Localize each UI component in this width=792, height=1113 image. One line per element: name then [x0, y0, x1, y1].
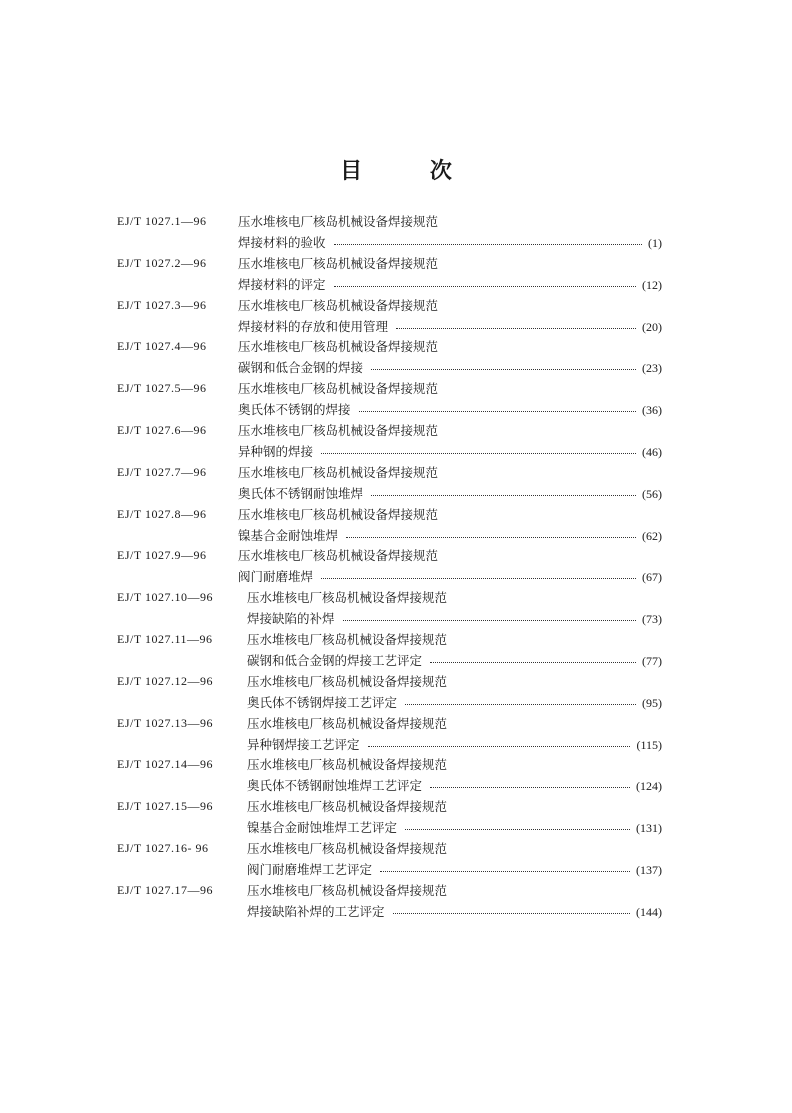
entry-subtitle-line — [238, 526, 662, 544]
entry-subtitle: 碳钢和低合金钢的焊接工艺评定 — [247, 652, 423, 668]
toc-entry[interactable] — [117, 672, 662, 714]
entry-subtitle: 碳钢和低合金钢的焊接 — [238, 360, 364, 376]
page-number: (124) — [636, 779, 662, 794]
dot-leader — [371, 494, 636, 496]
dot-leader — [368, 745, 631, 747]
entry-title: 压水堆核电厂核岛机械设备焊接规范 — [238, 548, 439, 564]
dot-leader — [359, 410, 636, 412]
entry-title: 压水堆核电厂核岛机械设备焊接规范 — [238, 506, 439, 522]
page-title: 目 次 — [340, 159, 482, 184]
entry-title: 压水堆核电厂核岛机械设备焊接规范 — [247, 590, 448, 606]
page-number: (95) — [642, 695, 662, 710]
entry-title: 压水堆核电厂核岛机械设备焊接规范 — [247, 840, 448, 856]
entry-subtitle-line — [238, 275, 662, 293]
entry-subtitle-line — [247, 693, 662, 711]
standard-code: EJ/T 1027.1—96 — [117, 214, 207, 228]
page-number: (137) — [636, 862, 662, 877]
dot-leader — [321, 577, 636, 579]
standard-code: EJ/T 1027.13—96 — [117, 715, 213, 730]
toc-entry[interactable] — [117, 797, 662, 839]
entry-title: 压水堆核电厂核岛机械设备焊接规范 — [238, 422, 439, 438]
entry-subtitle: 异种钢焊接工艺评定 — [247, 736, 360, 752]
dot-leader — [334, 285, 636, 287]
standard-code: EJ/T 1027.12—96 — [117, 673, 213, 688]
toc-entry[interactable] — [117, 839, 662, 881]
entry-title: 压水堆核电厂核岛机械设备焊接规范 — [238, 214, 439, 229]
entry-title: 压水堆核电厂核岛机械设备焊接规范 — [238, 381, 439, 397]
page-number: (56) — [642, 486, 662, 501]
toc-entry[interactable] — [117, 505, 662, 547]
entry-title: 压水堆核电厂核岛机械设备焊接规范 — [247, 631, 448, 647]
page-number: (73) — [642, 612, 662, 627]
toc-entry[interactable] — [117, 881, 662, 923]
entry-subtitle-line — [238, 317, 662, 335]
dot-leader — [396, 327, 636, 329]
entry-title: 压水堆核电厂核岛机械设备焊接规范 — [247, 673, 448, 689]
entry-subtitle: 阀门耐磨堆焊工艺评定 — [247, 861, 373, 877]
entry-subtitle-line — [247, 902, 662, 920]
toc-entry[interactable] — [117, 588, 662, 630]
entry-subtitle: 镍基合金耐蚀堆焊工艺评定 — [247, 820, 398, 836]
entry-title: 压水堆核电厂核岛机械设备焊接规范 — [247, 799, 448, 815]
entry-subtitle: 异种钢的焊接 — [238, 443, 314, 459]
standard-code: EJ/T 1027.9—96 — [117, 548, 207, 563]
entry-subtitle-line — [247, 651, 662, 669]
dot-leader — [346, 536, 636, 538]
dot-leader — [405, 828, 630, 830]
entry-subtitle-line — [247, 776, 662, 794]
entry-title: 压水堆核电厂核岛机械设备焊接规范 — [238, 464, 439, 480]
entry-subtitle: 奥氏体不锈钢的焊接 — [238, 402, 351, 418]
standard-code: EJ/T 1027.4—96 — [117, 339, 207, 354]
toc-entry[interactable] — [117, 379, 662, 421]
standard-code: EJ/T 1027.7—96 — [117, 464, 207, 479]
page-number: (62) — [642, 528, 662, 543]
entry-title: 压水堆核电厂核岛机械设备焊接规范 — [238, 339, 439, 355]
entry-subtitle: 奥氏体不锈钢耐蚀堆焊 — [238, 485, 364, 501]
dot-leader — [405, 703, 636, 705]
standard-code: EJ/T 1027.5—96 — [117, 381, 207, 396]
dot-leader — [430, 786, 630, 788]
entry-subtitle: 焊接材料的验收 — [238, 235, 326, 250]
dot-leader — [430, 661, 636, 663]
dot-leader — [321, 452, 636, 454]
standard-code: EJ/T 1027.16- 96 — [117, 840, 209, 855]
entry-subtitle-line — [247, 735, 662, 753]
standard-code: EJ/T 1027.8—96 — [117, 506, 207, 521]
entry-subtitle-line — [238, 400, 662, 418]
entry-subtitle: 奥氏体不锈钢耐蚀堆焊工艺评定 — [247, 778, 423, 794]
page-number: (36) — [642, 403, 662, 418]
dot-leader — [343, 619, 636, 621]
standard-code: EJ/T 1027.6—96 — [117, 422, 207, 437]
entry-title: 压水堆核电厂核岛机械设备焊接规范 — [247, 882, 448, 898]
toc-entry[interactable] — [117, 630, 662, 672]
page-number: (1) — [648, 236, 662, 250]
toc-entry[interactable] — [117, 212, 662, 254]
dot-leader — [380, 870, 630, 872]
standard-code: EJ/T 1027.14—96 — [117, 757, 213, 772]
page-number: (12) — [642, 277, 662, 292]
toc-entry[interactable] — [117, 296, 662, 338]
entry-subtitle-line — [238, 233, 662, 251]
toc-entry[interactable] — [117, 254, 662, 296]
toc-entry[interactable] — [117, 755, 662, 797]
entry-subtitle: 焊接材料的评定 — [238, 276, 326, 292]
page-number: (46) — [642, 444, 662, 459]
entry-subtitle: 镍基合金耐蚀堆焊 — [238, 527, 339, 543]
entry-subtitle: 焊接缺陷的补焊 — [247, 611, 335, 627]
page-number: (67) — [642, 570, 662, 585]
entry-title: 压水堆核电厂核岛机械设备焊接规范 — [238, 255, 439, 271]
entry-subtitle-line — [247, 860, 662, 878]
standard-code: EJ/T 1027.10—96 — [117, 590, 213, 605]
standard-code: EJ/T 1027.15—96 — [117, 799, 213, 814]
standard-code: EJ/T 1027.17—96 — [117, 882, 213, 897]
entry-subtitle: 阀门耐磨堆焊 — [238, 569, 314, 585]
entry-title: 压水堆核电厂核岛机械设备焊接规范 — [238, 297, 439, 313]
dot-leader — [334, 243, 642, 245]
toc-entry[interactable] — [117, 337, 662, 379]
entry-title: 压水堆核电厂核岛机械设备焊接规范 — [247, 757, 448, 773]
page-number: (144) — [636, 904, 662, 919]
table-of-contents — [117, 212, 662, 923]
entry-title: 压水堆核电厂核岛机械设备焊接规范 — [247, 715, 448, 731]
page-number: (131) — [636, 821, 662, 836]
dot-leader — [371, 368, 636, 370]
entry-subtitle-line — [238, 358, 662, 376]
toc-entry[interactable] — [117, 421, 662, 463]
entry-subtitle-line — [238, 567, 662, 585]
page-number: (115) — [636, 737, 662, 752]
entry-subtitle-line — [247, 818, 662, 836]
entry-subtitle: 奥氏体不锈钢焊接工艺评定 — [247, 694, 398, 710]
page-number: (20) — [642, 319, 662, 334]
dot-leader — [393, 912, 630, 914]
entry-subtitle-line — [247, 609, 662, 627]
toc-entry[interactable] — [117, 463, 662, 505]
entry-subtitle-line — [238, 484, 662, 502]
entry-subtitle: 焊接缺陷补焊的工艺评定 — [247, 903, 385, 919]
toc-entry[interactable] — [117, 546, 662, 588]
entry-subtitle-line — [238, 442, 662, 460]
toc-entry[interactable] — [117, 714, 662, 756]
page-number: (77) — [642, 653, 662, 668]
entry-subtitle: 焊接材料的存放和使用管理 — [238, 318, 389, 334]
standard-code: EJ/T 1027.2—96 — [117, 255, 207, 270]
page-number: (23) — [642, 361, 662, 376]
standard-code: EJ/T 1027.11—96 — [117, 631, 213, 646]
standard-code: EJ/T 1027.3—96 — [117, 297, 207, 312]
